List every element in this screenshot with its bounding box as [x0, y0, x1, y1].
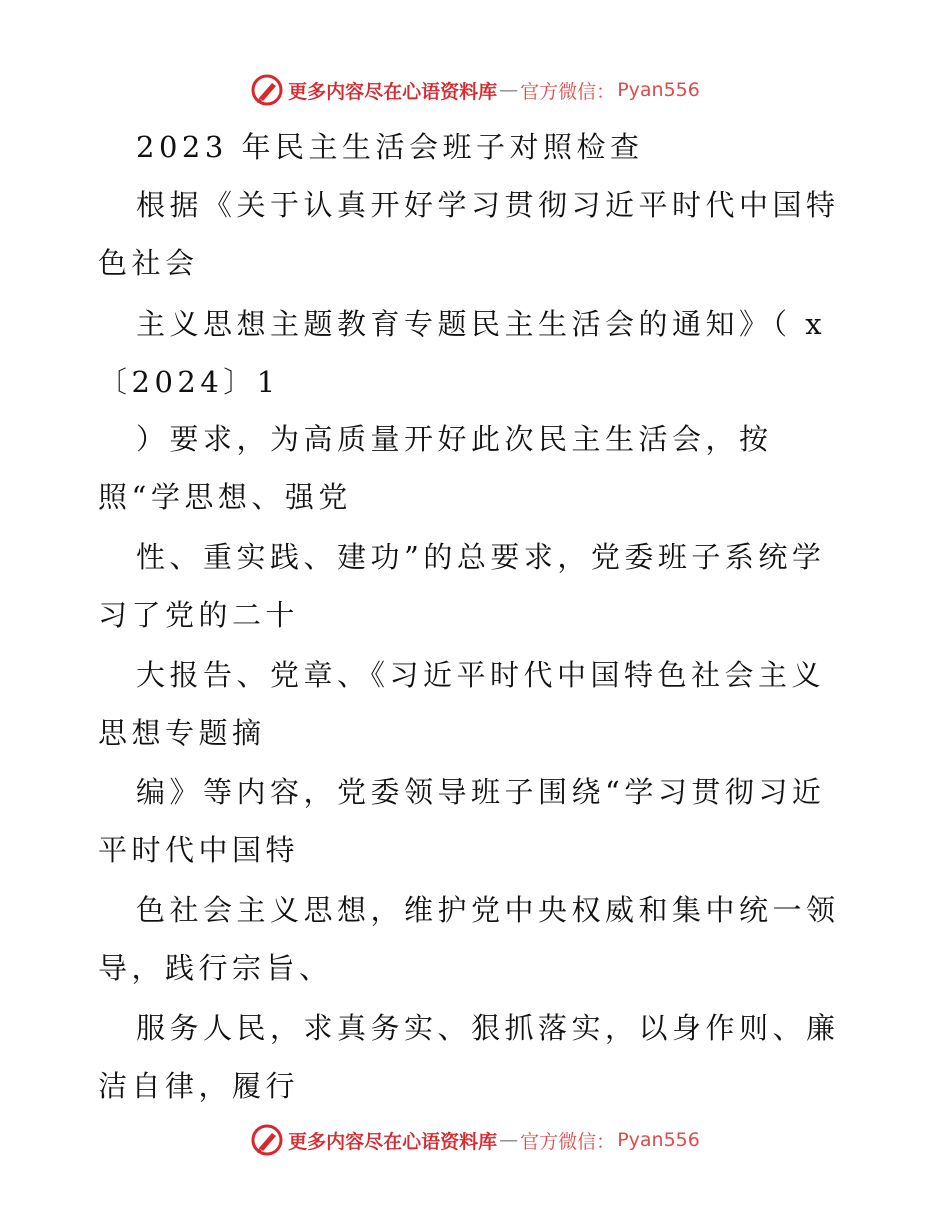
banner-dash: —: [499, 1129, 519, 1151]
text-line: 洁自律，履行: [98, 1069, 300, 1103]
pen-logo-icon: [250, 1123, 284, 1157]
text-line: 编》等内容，党委领导班子围绕“学习贯彻习近: [136, 775, 826, 809]
text-line: 照“学思想、强党: [98, 480, 352, 514]
text-line: 根据《关于认真开好学习贯彻习近平时代中国特: [136, 188, 840, 222]
banner-wechat-id: Pyan556: [617, 79, 700, 101]
text-line: 思想专题摘: [98, 716, 266, 750]
banner-dash: —: [499, 79, 519, 101]
banner-main-text: 更多内容尽在心语资料库: [288, 80, 498, 103]
text-line: ）要求，为高质量开好此次民主生活会，按: [136, 422, 773, 456]
banner-main-text: 更多内容尽在心语资料库: [288, 1130, 498, 1153]
text-line: 〔2024〕1: [98, 365, 280, 399]
text-line: 色社会: [98, 246, 199, 280]
text-line: 大报告、党章、《习近平时代中国特色社会主义: [136, 658, 826, 692]
footer-banner: [0, 1120, 950, 1160]
text-line: 习了党的二十: [98, 598, 300, 632]
text-line: 色社会主义思想，维护党中央权威和集中统一领: [136, 893, 840, 927]
banner-wechat-id: Pyan556: [617, 1129, 700, 1151]
pen-logo-icon: [250, 73, 284, 107]
text-line: 服务人民，求真务实、狠抓落实，以身作则、廉: [136, 1011, 840, 1045]
banner-sub-text: 官方微信：: [520, 80, 616, 103]
text-line: 导，践行宗旨、: [98, 951, 333, 985]
text-line: 平时代中国特: [98, 833, 300, 867]
text-line: 主义思想主题教育专题民主生活会的通知》（ x: [136, 307, 827, 341]
document-title: 2023 年民主生活会班子对照检查: [136, 130, 644, 164]
banner-sub-text: 官方微信：: [520, 1130, 616, 1153]
text-line: 性、重实践、建功”的总要求，党委班子系统学: [136, 540, 826, 574]
header-banner: [0, 70, 950, 110]
